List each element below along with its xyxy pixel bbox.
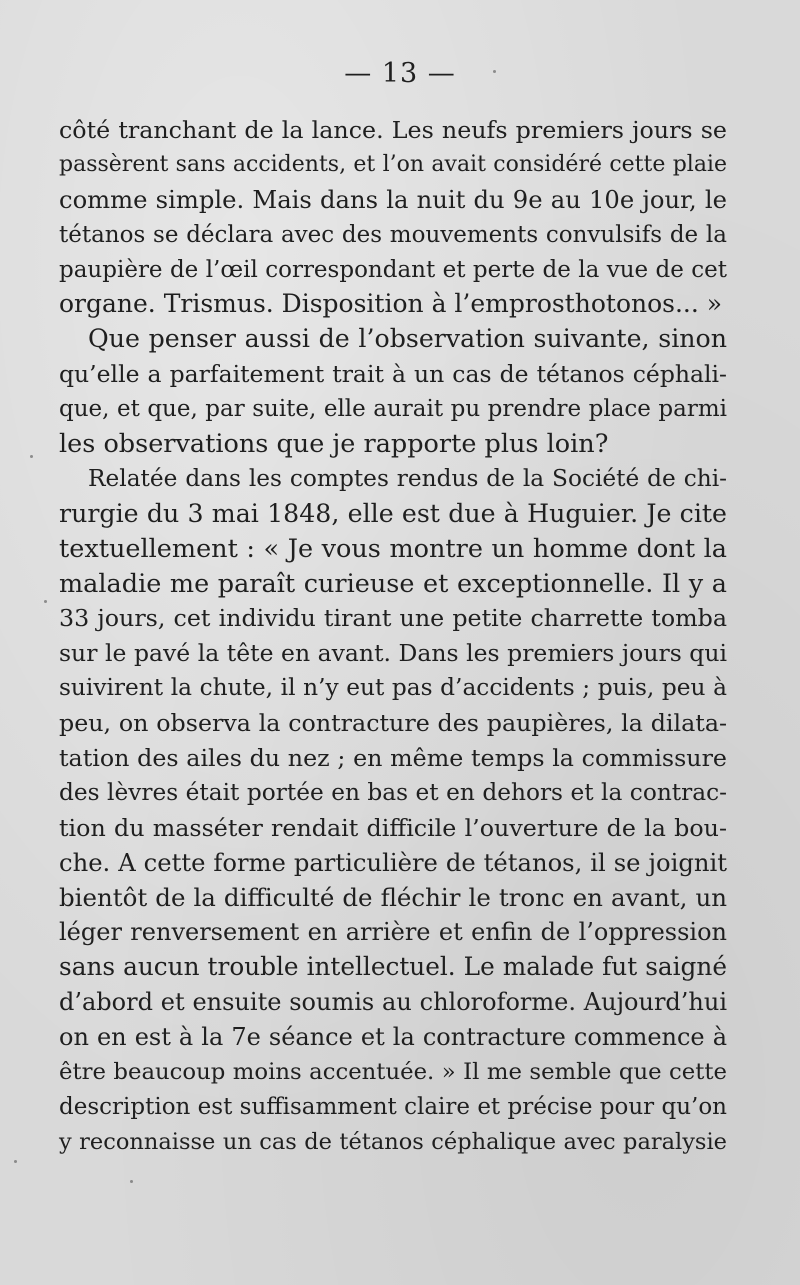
- text-line: léger renversement en arrière et enfin de l’oppression: [59, 918, 727, 947]
- text-line: des lèvres était portée en bas et en dehors et la contrac-: [59, 778, 727, 806]
- paper-speck: [14, 1160, 17, 1163]
- text-line: les observations que je rapporte plus loin?: [59, 429, 609, 460]
- text-line: sur le pavé la tête en avant. Dans les premiers jours qui: [59, 639, 727, 668]
- paragraph-start-line: Relatée dans les comptes rendus de la Société de chi-: [88, 464, 727, 492]
- text-line: passèrent sans accidents, et l’on avait considéré cette plaie: [59, 151, 727, 177]
- text-line: que, et que, par suite, elle aurait pu prendre place parmi: [59, 396, 727, 423]
- text-line: bientôt de la difficulté de fléchir le tronc en avant, un: [59, 882, 727, 912]
- text-line: y reconnaisse un cas de tétanos céphalique avec paralysie: [59, 1128, 727, 1155]
- paper-speck: [44, 600, 47, 603]
- text-line: tion du masséter rendait difficile l’ouverture de la bou-: [59, 813, 727, 842]
- paper-speck: [493, 70, 496, 73]
- text-line: qu’elle a parfaitement trait à un cas de tétanos céphali-: [59, 360, 727, 389]
- text-line: 33 jours, cet individu tirant une petite charrette tomba: [59, 604, 727, 633]
- paper-speck: [30, 455, 33, 458]
- text-line: tation des ailes du nez ; en même temps la commissure: [59, 744, 727, 773]
- text-line: peu, on observa la contracture des paupières, la dilata-: [59, 709, 727, 738]
- text-line: textuellement : « Je vous montre un homme dont la: [59, 533, 727, 564]
- text-line: organe. Trismus. Disposition à l’emprosthotonos... »: [59, 289, 723, 319]
- text-line: suivirent la chute, il n’y eut pas d’accidents ; puis, peu à: [59, 674, 727, 702]
- text-line: rurgie du 3 mai 1848, elle est due à Huguier. Je cite: [59, 498, 727, 528]
- text-line: tétanos se déclara avec des mouvements convulsifs de la: [59, 221, 727, 248]
- text-line: être beaucoup moins accentuée. » Il me semble que cette: [59, 1059, 727, 1086]
- text-line: comme simple. Mais dans la nuit du 9e au 10e jour, le: [59, 184, 727, 214]
- body-text: [59, 113, 727, 1160]
- page-number: — 13 —: [344, 58, 456, 89]
- paragraph-start-line: Que penser aussi de l’observation suivante, sinon: [88, 324, 727, 354]
- text-line: description est suffisamment claire et précise pour qu’on: [59, 1093, 727, 1120]
- text-line: on en est à la 7e séance et la contracture commence à: [59, 1023, 727, 1052]
- paper-speck: [130, 1180, 133, 1183]
- text-line: maladie me paraît curieuse et exceptionnelle. Il y a: [59, 568, 727, 599]
- text-line: d’abord et ensuite soumis au chloroforme. Aujourd’hui: [59, 988, 727, 1017]
- text-line: côté tranchant de la lance. Les neufs premiers jours se: [59, 116, 727, 144]
- text-line: che. A cette forme particulière de tétanos, il se joignit: [59, 847, 727, 877]
- text-line: paupière de l’œil correspondant et perte de la vue de cet: [59, 256, 727, 283]
- text-line: sans aucun trouble intellectuel. Le malade fut saigné: [59, 952, 727, 982]
